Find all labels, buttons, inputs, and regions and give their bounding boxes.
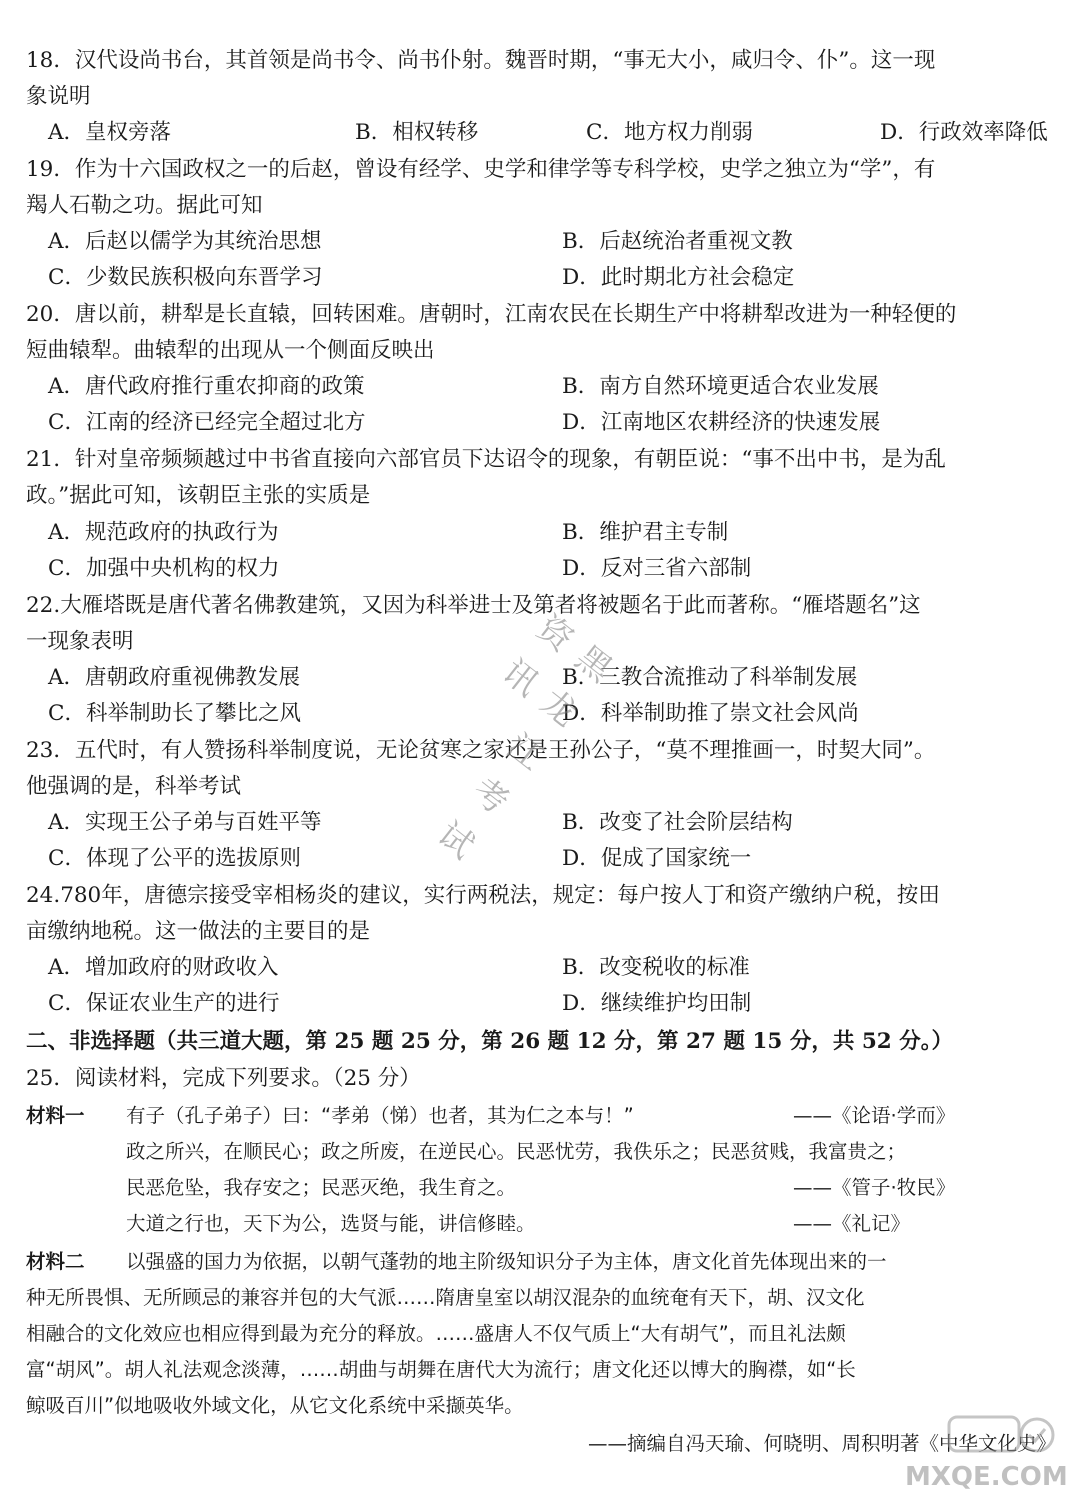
q19-stem-line2: 羯人石勒之功。据此可知 <box>26 193 263 218</box>
material2-line5: 鲸吸百川”似地吸收外域文化，从它文化系统中采撷英华。 <box>26 1394 524 1417</box>
q23-option-d: D．促成了国家统一 <box>562 846 752 871</box>
q23-option-c: C．体现了公平的选拔原则 <box>48 846 301 871</box>
q21-option-a: A．规范政府的执政行为 <box>48 520 279 545</box>
q21-option-b: B．维护君主专制 <box>562 520 729 545</box>
material2-label: 材料二 <box>26 1250 85 1273</box>
q23-option-a: A．实现王公子弟与百姓平等 <box>48 810 322 835</box>
site-logo <box>897 1415 1072 1495</box>
q18-option-d: D．行政效率降低 <box>880 120 1048 145</box>
q22-option-d: D．科举制助推了崇文社会风尚 <box>562 701 859 726</box>
q20-option-d: D．江南地区农耕经济的快速发展 <box>562 410 881 435</box>
q21-stem-line2: 政。”据此可知，该朝臣主张的实质是 <box>26 483 371 508</box>
q18-option-c: C．地方权力削弱 <box>586 120 753 145</box>
logo-text: MXQE.COM <box>905 1462 1068 1492</box>
q19-option-a: A．后赵以儒学为其统治思想 <box>48 229 322 254</box>
material1-source4: ——《礼记》 <box>793 1212 911 1235</box>
q19-option-d: D．此时期北方社会稳定 <box>562 265 795 290</box>
q20-stem-line2: 短曲辕犁。曲辕犁的出现从一个侧面反映出 <box>26 338 435 363</box>
site-logo-icon <box>897 1415 1072 1495</box>
q19-option-b: B．后赵统治者重视文教 <box>562 229 793 254</box>
material2-line2: 种无所畏惧、无所顾忌的兼容并包的大气派……隋唐皇室以胡汉混杂的血统奄有天下，胡、汉文化 <box>26 1286 865 1309</box>
material1-line2: 政之所兴，在顺民心；政之所废，在逆民心。民恶忧劳，我佚乐之；民恶贫贱，我富贵之； <box>126 1140 907 1163</box>
q23-option-b: B．改变了社会阶层结构 <box>562 810 793 835</box>
material1-label: 材料一 <box>26 1104 85 1127</box>
q18-stem-line2: 象说明 <box>26 84 91 109</box>
q24-stem-line2: 亩缴纳地税。这一做法的主要目的是 <box>26 919 371 944</box>
q24-option-a: A．增加政府的财政收入 <box>48 955 279 980</box>
q24-option-d: D．继续维护均田制 <box>562 991 752 1016</box>
q20-option-c: C．江南的经济已经完全超过北方 <box>48 410 366 435</box>
q22-option-c: C．科举制助长了攀比之风 <box>48 701 301 726</box>
material1-line1: 有子（孔子弟子）曰：“孝弟（悌）也者，其为仁之本与！” <box>126 1104 634 1127</box>
q19-option-c: C．少数民族积极向东晋学习 <box>48 265 323 290</box>
material2-source: ——摘编自冯天瑜、何晓明、周积明著《中华文化史》 <box>588 1432 1057 1455</box>
q20-option-b: B．南方自然环境更适合农业发展 <box>562 374 879 399</box>
q18-stem-line1: 18．汉代设尚书台，其首领是尚书令、尚书仆射。魏晋时期，“事无大小，咸归令、仆”。这一现 <box>26 48 936 73</box>
q22-stem-line2: 一现象表明 <box>26 629 134 654</box>
material2-line3: 相融合的文化效应也相应得到最为充分的释放。……盛唐人不仅气质上“大有胡气”，而且礼法颇 <box>26 1322 846 1345</box>
q21-option-c: C．加强中央机构的权力 <box>48 556 280 581</box>
q18-option-b: B．相权转移 <box>355 120 479 145</box>
q18-option-a: A．皇权旁落 <box>48 120 172 145</box>
material2-line4: 富“胡风”。胡人礼法观念淡薄，……胡曲与胡舞在唐代大为流行；唐文化还以博大的胸襟，如“长 <box>26 1358 856 1381</box>
section2-heading: 二、非选择题（共三道大题，第 25 题 25 分，第 26 题 12 分，第 27 题 15 分，共 52 分。） <box>26 1029 953 1054</box>
material1-line3: 民恶危坠，我存安之；民恶灭绝，我生育之。 <box>126 1176 517 1199</box>
material1-source3: ——《管子·牧民》 <box>793 1176 956 1199</box>
q20-option-a: A．唐代政府推行重农抑商的政策 <box>48 374 365 399</box>
material1-line4: 大道之行也，天下为公，选贤与能，讲信修睦。 <box>126 1212 536 1235</box>
q20-stem-line1: 20．唐以前，耕犁是长直辕，回转困难。唐朝时，江南农民在长期生产中将耕犁改进为一种轻便的 <box>26 302 957 327</box>
material1-source1: ——《论语·学而》 <box>793 1104 956 1127</box>
watermark-text: 黑龙江考试资讯 <box>414 604 619 880</box>
q24-option-b: B．改变税收的标准 <box>562 955 750 980</box>
q22-option-b: B．三教合流推动了科举制发展 <box>562 665 858 690</box>
q21-stem-line1: 21．针对皇帝频频越过中书省直接向六部官员下达诏令的现象，有朝臣说：“事不出中书，是为乱 <box>26 447 946 472</box>
q25-prompt: 25．阅读材料，完成下列要求。（25 分） <box>26 1066 421 1091</box>
q22-stem-line1: 22.大雁塔既是唐代著名佛教建筑，又因为科举进士及第者将被题名于此而著称。“雁塔题名”这 <box>26 593 921 618</box>
q22-option-a: A．唐朝政府重视佛教发展 <box>48 665 301 690</box>
q24-option-c: C．保证农业生产的进行 <box>48 991 280 1016</box>
q21-option-d: D．反对三省六部制 <box>562 556 752 581</box>
q19-stem-line1: 19．作为十六国政权之一的后赵，曾设有经学、史学和律学等专科学校，史学之独立为“学”，有 <box>26 157 936 182</box>
q24-stem-line1: 24.780年，唐德宗接受宰相杨炎的建议，实行两税法，规定：每户按人丁和资产缴纳户税，按田 <box>26 883 940 908</box>
material2-line1: 以强盛的国力为依据，以朝气蓬勃的地主阶级知识分子为主体，唐文化首先体现出来的一 <box>126 1250 887 1273</box>
q23-stem-line2: 他强调的是，科举考试 <box>26 774 242 799</box>
q23-stem-line1: 23．五代时，有人赞扬科举制度说，无论贫寒之家还是王孙公子，“莫不理推画一，时契大同”。 <box>26 738 936 763</box>
